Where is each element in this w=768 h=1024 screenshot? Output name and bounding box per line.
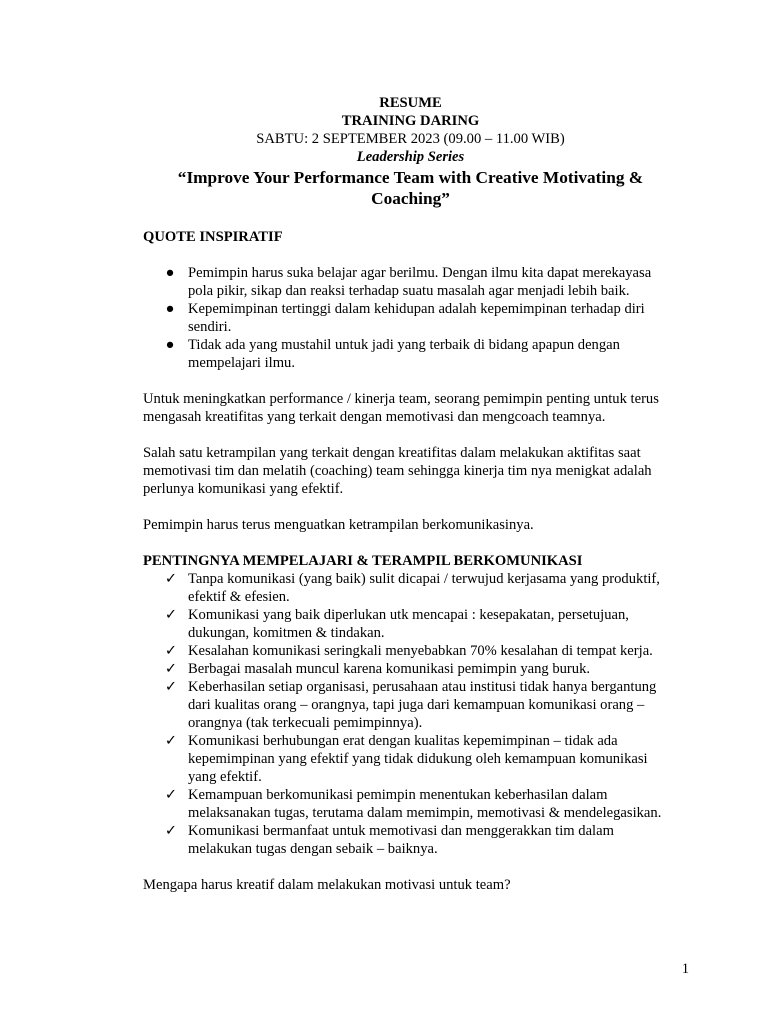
bullet-icon: ● [165,265,175,281]
document-title [143,167,678,209]
list-item: ✓ Komunikasi berhubungan erat dengan kualitas kepemimpinan – tidak ada kepemimpinan yang efektif yang tidak didukung oleh kemampuan komunikasi yang efektif. [143,732,678,786]
checkmark-icon: ✓ [164,571,178,587]
komunikasi-list [143,570,678,858]
bullet-icon: ● [165,337,175,353]
list-item: ● Pemimpin harus suka belajar agar berilmu. Dengan ilmu kita dapat merekayasa pola pikir, sikap dan reaksi terhadap suatu masalah agar menjadi lebih baik. [143,264,678,300]
list-item: ✓ Komunikasi bermanfaat untuk memotivasi dan menggerakkan tim dalam melakukan tugas dengan sebaik – baiknya. [143,822,678,858]
list-item: ✓ Kemampuan berkomunikasi pemimpin menentukan keberhasilan dalam melaksanakan tugas, terutama dalam memimpin, memotivasi & mendelegasikan. [143,786,678,822]
page-number: 1 [681,961,689,977]
header-series: Leadership Series [356,149,465,165]
quote-list [143,264,678,372]
paragraph: Salah satu ketrampilan yang terkait dengan kreatifitas dalam melakukan aktifitas saat memotivasi tim dan melatih (coaching) team sehingga kinerja tim nya menigkat adalah perlunya komunikasi yang efektif. [143,445,652,497]
list-item: ● Tidak ada yang mustahil untuk jadi yang terbaik di bidang apapun dengan mempelajari ilmu. [143,336,678,372]
closing-question: Mengapa harus kreatif dalam melakukan motivasi untuk team? [143,877,511,893]
title-line-2: Coaching” [371,189,450,208]
list-item: ✓ Keberhasilan setiap organisasi, perusahaan atau institusi tidak hanya bergantung dari kualitas orang – orangnya, tapi juga dari kemampuan komunikasi orang – orangnya (tak terkecuali pemimpinnya). [143,678,678,732]
header-training: TRAINING DARING [341,113,480,129]
document-page [143,94,678,894]
checkmark-icon: ✓ [164,679,178,695]
header-resume: RESUME [379,95,442,111]
quote-heading: QUOTE INSPIRATIF [143,229,283,245]
list-item: ✓ Berbagai masalah muncul karena komunikasi pemimpin yang buruk. [143,660,678,678]
list-item: ✓ Kesalahan komunikasi seringkali menyebabkan 70% kesalahan di tempat kerja. [143,642,678,660]
list-item: ● Kepemimpinan tertinggi dalam kehidupan adalah kepemimpinan terhadap diri sendiri. [143,300,678,336]
list-item: ✓ Komunikasi yang baik diperlukan utk mencapai : kesepakatan, persetujuan, dukungan, komitmen & tindakan. [143,606,678,642]
list-item: ✓ Tanpa komunikasi (yang baik) sulit dicapai / terwujud kerjasama yang produktif, efektif & efesien. [143,570,678,606]
document-header [143,94,678,209]
title-line-1: “Improve Your Performance Team with Creative Motivating & [177,168,644,187]
checkmark-icon: ✓ [164,661,178,677]
checkmark-icon: ✓ [164,823,178,839]
checkmark-icon: ✓ [164,643,178,659]
checkmark-icon: ✓ [164,733,178,749]
paragraph: Pemimpin harus terus menguatkan ketrampilan berkomunikasinya. [143,517,534,533]
komunikasi-heading: PENTINGNYA MEMPELAJARI & TERAMPIL BERKOMUNIKASI [143,553,583,569]
checkmark-icon: ✓ [164,607,178,623]
header-date: SABTU: 2 SEPTEMBER 2023 (09.00 – 11.00 WIB) [256,131,565,147]
bullet-icon: ● [165,301,175,317]
checkmark-icon: ✓ [164,787,178,803]
paragraph: Untuk meningkatkan performance / kinerja team, seorang pemimpin penting untuk terus mengasah kreatifitas yang terkait dengan memotivasi dan mengcoach teamnya. [143,391,659,425]
